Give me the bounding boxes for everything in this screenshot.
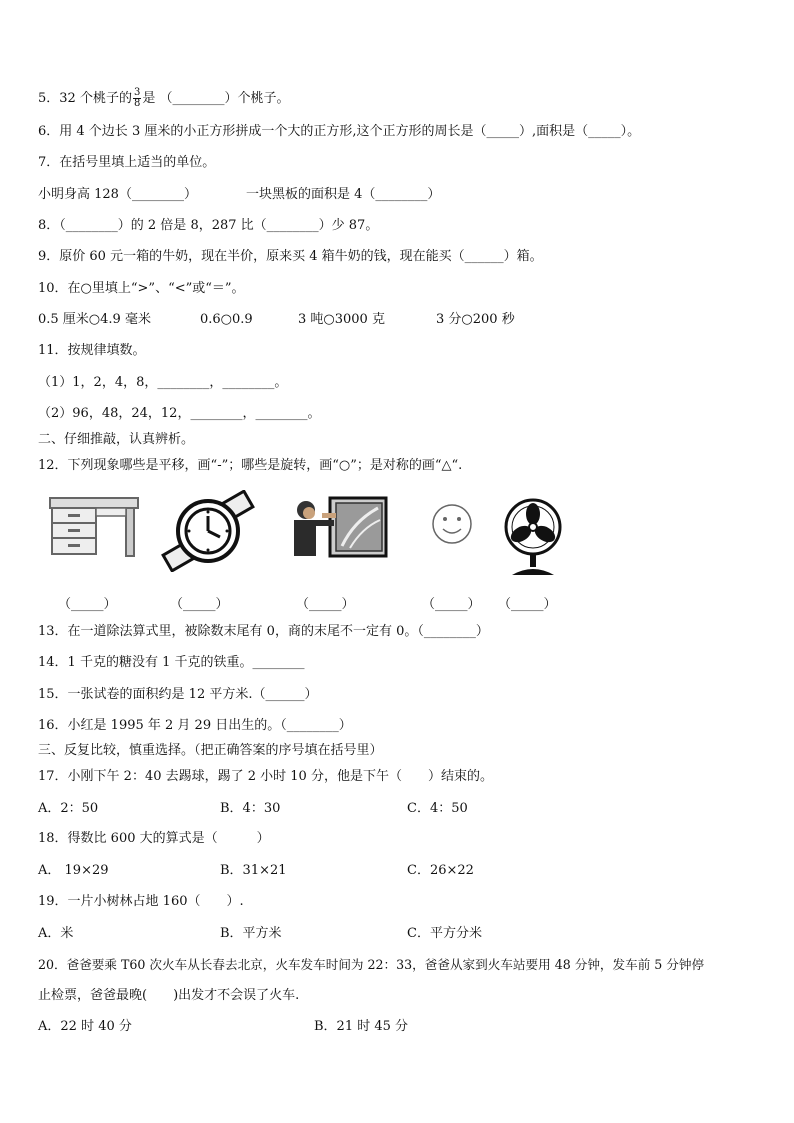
option-b[interactable]: B．21 时 45 分 <box>314 1019 409 1034</box>
question-16: 16．小红是 1995 年 2 月 29 日出生的。（________） <box>38 718 352 733</box>
question-7-item-b: 一块黑板的面积是 4（________） <box>246 187 441 202</box>
option-a[interactable]: A． 19×29 <box>38 863 109 878</box>
question-6: 6．用 4 个边长 3 厘米的小正方形拼成一个大的正方形,这个正方形的周长是（_____）,面积是（_____）。 <box>38 124 641 139</box>
section-2-heading: 二、仔细推敲，认真辨析。 <box>38 432 195 447</box>
question-10-item: 0.5 厘米○4.9 毫米 <box>38 312 151 327</box>
question-11-part-2: （2）96，48，24，12，________，________。 <box>38 406 321 421</box>
question-9: 9．原价 60 元一箱的牛奶，现在半价，原来买 4 箱牛奶的钱，现在能买（______）箱。 <box>38 249 543 264</box>
option-c[interactable]: C．平方分米 <box>407 926 482 941</box>
option-b[interactable]: B．平方米 <box>220 926 282 941</box>
option-c[interactable]: C．26×22 <box>407 863 474 878</box>
option-a[interactable]: A．米 <box>38 926 74 941</box>
question-7: 7．在括号里填上适当的单位。 <box>38 155 216 170</box>
answer-blank[interactable]: （_____） <box>422 597 481 612</box>
question-10-item: 3 分○200 秒 <box>436 312 515 327</box>
question-8: 8．（________）的 2 倍是 8，287 比（________）少 87。 <box>38 218 379 233</box>
answer-blank[interactable]: （_____） <box>170 597 229 612</box>
question-17: 17．小刚下午 2：40 去踢球，踢了 2 小时 10 分，他是下午（ ）结束的。 <box>38 769 493 784</box>
answer-blank[interactable]: （_____） <box>58 597 117 612</box>
option-c[interactable]: C．4：50 <box>407 801 468 816</box>
question-20-line-2: 止检票，爸爸最晚( )出发才不会误了火车. <box>38 988 300 1003</box>
question-10-item: 0.6○0.9 <box>200 312 253 327</box>
smiley-face-image <box>430 502 474 546</box>
answer-blank[interactable]: （_____） <box>296 597 355 612</box>
sliding-window-image <box>282 496 388 558</box>
question-14: 14．1 千克的糖没有 1 千克的铁重。________ <box>38 655 305 670</box>
question-15: 15．一张试卷的面积约是 12 平方米.（______） <box>38 687 318 702</box>
question-7-item-a: 小明身高 128（________） <box>38 187 197 202</box>
electric-fan-image <box>500 497 566 577</box>
desk-image <box>48 496 140 560</box>
option-b[interactable]: B．31×21 <box>220 863 287 878</box>
question-11-part-1: （1）1，2，4，8，________，________。 <box>38 375 288 390</box>
option-b[interactable]: B．4：30 <box>220 801 281 816</box>
question-10-item: 3 吨○3000 克 <box>298 312 385 327</box>
watch-image <box>160 490 256 572</box>
question-10: 10．在○里填上“>”、“<”或“＝”。 <box>38 281 245 296</box>
answer-blank[interactable]: （_____） <box>498 597 557 612</box>
question-5: 5．32 个桃子的 $\frac{3}{8}$ 是 （________）个桃子。 <box>38 87 290 109</box>
question-18: 18．得数比 600 大的算式是（ ） <box>38 831 270 846</box>
option-a[interactable]: A．2：50 <box>38 801 99 816</box>
question-12: 12．下列现象哪些是平移，画“-”；哪些是旋转，画“○”；是对称的画“△“. <box>38 458 463 473</box>
question-13: 13．在一道除法算式里，被除数末尾有 0，商的末尾不一定有 0。（________） <box>38 624 489 639</box>
question-19: 19．一片小树林占地 160（ ）. <box>38 894 244 909</box>
fraction: $\frac{3}{8}$ <box>133 87 141 109</box>
question-20-line-1: 20．爸爸要乘 T60 次火车从长春去北京，火车发车时间为 22：33，爸爸从家到火车站要用 48 分钟，发车前 5 分钟停 <box>38 957 705 972</box>
option-a[interactable]: A．22 时 40 分 <box>38 1019 132 1034</box>
question-11: 11．按规律填数。 <box>38 343 146 358</box>
section-3-heading: 三、反复比较，慎重选择。（把正确答案的序号填在括号里） <box>38 743 383 758</box>
